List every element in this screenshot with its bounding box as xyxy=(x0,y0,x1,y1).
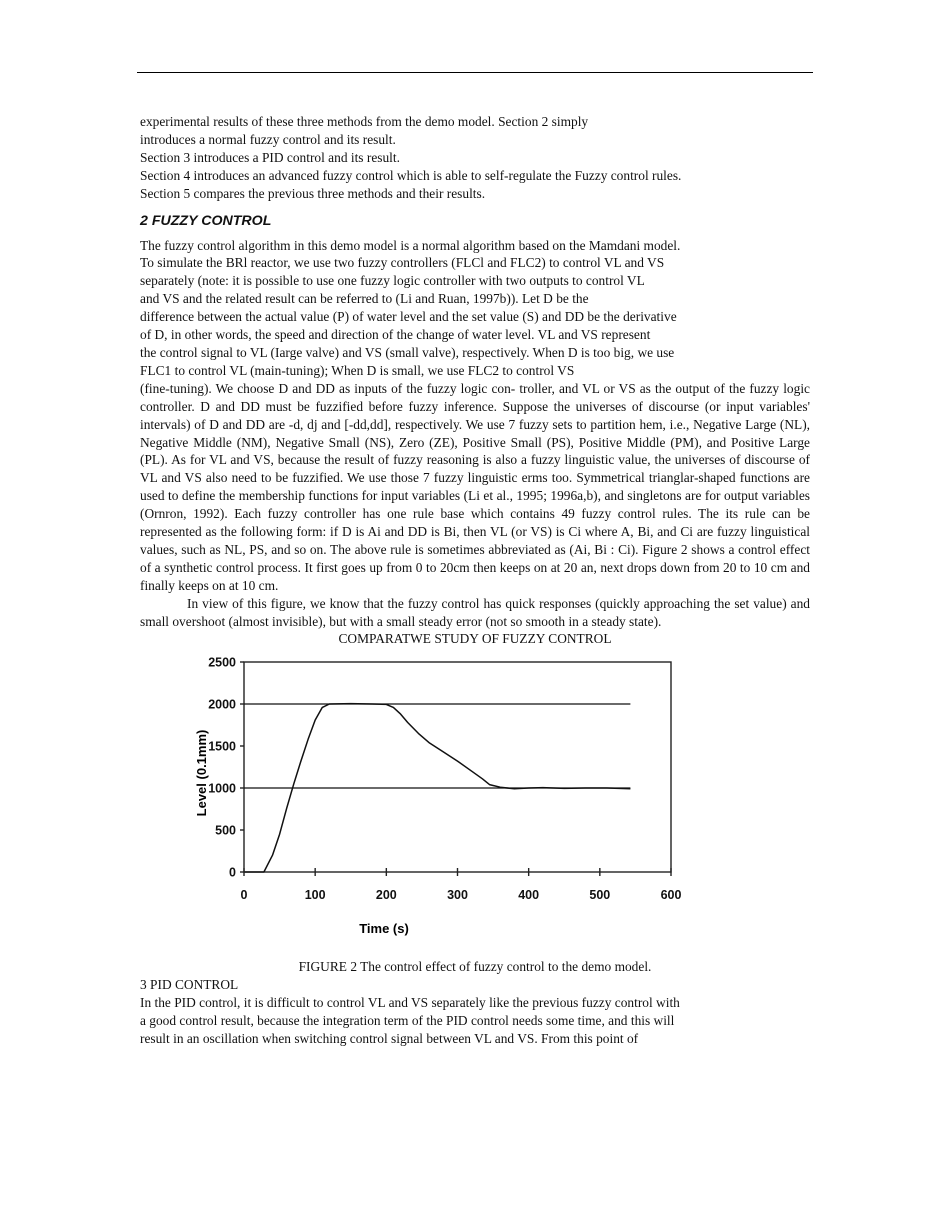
section-3-heading: 3 PID CONTROL xyxy=(140,977,239,993)
y-tick-label: 2000 xyxy=(208,697,236,712)
section-3-paragraph xyxy=(140,994,810,1048)
body-line: FLC1 to control VL (main-tuning); When D is small, we use FLC2 to control VS xyxy=(140,362,575,378)
x-tick-label: 200 xyxy=(375,888,397,903)
y-axis-label: Level (0.1mm) xyxy=(194,730,209,817)
x-tick-label: 500 xyxy=(589,888,611,903)
y-tick-label: 1000 xyxy=(208,781,236,796)
intro-paragraph xyxy=(140,113,810,203)
body-paragraph: (fine-tuning). We choose D and DD as inputs of the fuzzy logic con- troller, and VL or VS as the output of the fuzzy logic controller. D and DD must be fuzzified before fuzzy inference. Suppose the universes of discourse (or input variables' intervals) of D and DD are -d, dj and [-dd,dd], respectively. We use 7 fuzzy sets to partition hem, i.e., Negative Large (NL), Negative Middle (NM), Negative Small (NS), Zero (ZE), Positive Small (PS), Positive Middle (PM), and Positive Large (PL). As for VL and VS, because the result of fuzzy reasoning is also a fuzzy linguistic value, the universes of discourse of VL and VS also need to be fuzzified. We use those 7 fuzzy linguistic erms too. Symmetrical trianglar-shaped functions are used to define the membership functions for input variables (Li et al., 1995; 1996a,b), and singletons are for output variables (Ornron, 1992). Each fuzzy controller has one rule base which contains 49 fuzzy control rules. The its rule can be represented as the following form: if D is Ai and DD is Bi, then VL (or VS) is Ci where A, Bi, and Ci are fuzzy linguistical values, such as NL, PS, and so on. The above rule is sometimes abbreviated as (Ai, Bi : Ci). Figure 2 shows a control effect of a synthetic control process. It first goes up from 0 to 20cm then keeps on at 20 an, next drops down from 20 to 10 cm and finally keeps on at 10 cm. xyxy=(140,380,810,593)
section-2-paragraph-1 xyxy=(140,237,810,595)
y-tick-label: 500 xyxy=(215,823,236,838)
x-tick-label: 0 xyxy=(240,888,248,903)
intro-line: Section 5 compares the previous three methods and their results. xyxy=(140,185,486,201)
body-line: separately (note: it is possible to use one fuzzy logic controller with two outputs to control VL xyxy=(140,273,645,289)
section-2-paragraph-2: In view of this figure, we know that the fuzzy control has quick responses (quickly approaching the set value) and small overshoot (almost invisible), but with a small steady error (not so smooth in a steady state). xyxy=(140,595,810,629)
chart-ticks xyxy=(208,656,681,903)
fuzzy-control-chart xyxy=(166,648,726,938)
x-axis-label: Time (s) xyxy=(359,921,409,937)
chart-series xyxy=(244,704,630,872)
section-2-heading: 2 FUZZY CONTROL xyxy=(140,212,272,229)
body-line: The fuzzy control algorithm in this demo model is a normal algorithm based on the Mamdani model. xyxy=(140,237,681,253)
body-line: difference between the actual value (P) of water level and the set value (S) and DD be the derivative xyxy=(140,309,677,325)
y-tick-label: 1500 xyxy=(208,739,236,754)
body-line: a good control result, because the integration term of the PID control needs some time, and this will xyxy=(140,1013,675,1029)
figure-2 xyxy=(140,648,810,958)
plot-frame xyxy=(244,662,671,872)
intro-line: Section 4 introduces an advanced fuzzy control which is able to self-regulate the Fuzzy control rules. xyxy=(140,167,682,183)
body-line: To simulate the BRl reactor, we use two fuzzy controllers (FLCl and FLC2) to control VL and VS xyxy=(140,255,665,271)
x-tick-label: 600 xyxy=(660,888,682,903)
y-tick-label: 0 xyxy=(229,865,236,880)
body-line: result in an oscillation when switching control signal between VL and VS. From this point of xyxy=(140,1031,639,1046)
page-body xyxy=(140,113,810,1048)
body-line: In the PID control, it is difficult to control VL and VS separately like the previous fuzzy control with xyxy=(140,995,680,1011)
y-tick-label: 2500 xyxy=(208,655,236,670)
intro-line: Section 3 introduces a PID control and its result. xyxy=(140,149,400,165)
body-line: and VS and the related result can be referred to (Li and Ruan, 1997b)). Let D be the xyxy=(140,291,589,307)
x-tick-label: 400 xyxy=(518,888,540,903)
header-rule xyxy=(137,72,813,73)
body-line: of D, in other words, the speed and direction of the change of water level. VL and VS represent xyxy=(140,327,651,343)
running-title: COMPARATWE STUDY OF FUZZY CONTROL xyxy=(338,631,612,647)
intro-line: introduces a normal fuzzy control and its result. xyxy=(140,131,396,147)
body-line: the control signal to VL (Iarge valve) and VS (small valve), respectively. When D is too big, we use xyxy=(140,344,675,360)
chart-axes xyxy=(244,662,671,872)
intro-line: experimental results of these three methods from the demo model. Section 2 simply xyxy=(140,114,589,129)
x-tick-label: 300 xyxy=(447,888,468,903)
x-tick-label: 100 xyxy=(304,888,326,903)
figure-caption: FIGURE 2 The control effect of fuzzy control to the demo model. xyxy=(298,959,652,975)
